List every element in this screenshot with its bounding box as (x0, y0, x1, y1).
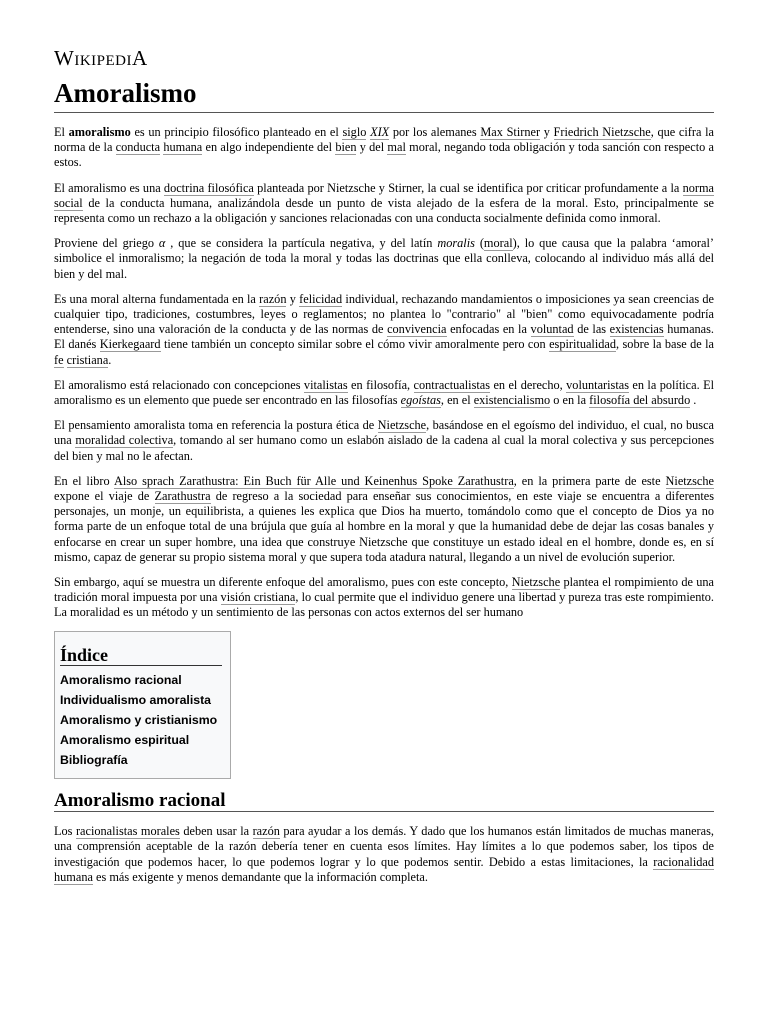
link[interactable]: Max Stirner (480, 125, 541, 139)
link[interactable]: Nietzsche (665, 473, 714, 488)
link[interactable]: norma social (54, 180, 714, 210)
link[interactable]: Kierkegaard (99, 337, 161, 352)
paragraph: Sin embargo, aquí se muestra un diferente enfoque del amoralismo, pues con este concepto, Nietzsche plantea el rompimiento de una tradición moral impuesta por una visión cristiana, lo cual permite que el individuo genere una libertad y pureza tras este rompimiento. La moralidad es un método y un sentimiento de las personas con actos externos del ser humano (54, 575, 715, 620)
link[interactable]: razón (252, 824, 280, 839)
toc-item-individualismo-amoralista[interactable]: Individualismo amoralista (60, 692, 212, 707)
link[interactable]: moralidad colectiva (75, 433, 174, 448)
link[interactable]: doctrina filosófica (163, 180, 254, 195)
table-of-contents (54, 631, 231, 779)
link[interactable]: existencialismo (473, 393, 551, 408)
link[interactable]: cristiana (66, 352, 109, 367)
toc-item-bibliografia[interactable]: Bibliografía (60, 752, 128, 767)
link[interactable]: filosofía del absurdo (589, 393, 691, 408)
logo-letters: IKIPEDI (74, 53, 132, 69)
link[interactable]: espiritualidad (549, 337, 617, 352)
toc-item-amoralismo-y-cristianismo[interactable]: Amoralismo y cristianismo (60, 712, 218, 727)
paragraph: El amoralismo es un principio filosófico planteado en el siglo XIX por los alemanes Max Stirner y Friedrich Nietzsche, que cifra la norma de la conducta humana en algo independiente del bien y del mal moral, negando toda obligación y toda sanción con respecto a estos. (54, 125, 714, 170)
link[interactable]: racionalidad humana (54, 854, 714, 884)
paragraph: En el libro Also sprach Zarathustra: Ein Buch für Alle und Keinenhus Spoke Zarathustra, en la primera parte de este Nietzsche expone el viaje de Zarathustra de regreso a la sociedad para enseñar sus conocimientos, en este viaje se encuentra a diferentes personajes, un monje, un equilibrista, a quienes les explica que Dios ha muerto, tomándolo como que el concepto de Dios ya no forma parte de un enfoque total de una brújula que guía al hombre en la moral y que la humanidad debe de dejar las cosas banales y enfocarse en crear un super hombre, una idea que construye Nietzsche que constituye un estado ideal en el hombre, donde es, en sí mismo, capaz de generar su propio sistema moral y que supera toda atadura natural, llegando a un nivel de evolución superior. (54, 473, 715, 564)
article-body (54, 125, 714, 895)
section-heading: Amoralismo racional (54, 793, 714, 812)
link[interactable]: racionalistas morales (75, 824, 180, 839)
link[interactable]: vitalistas (303, 377, 348, 392)
paragraph: Los racionalistas morales deben usar la razón para ayudar a los demás. Y dado que los humanos están limitados de muchas maneras, una comprensión aceptable de la razón debería tener en cuenta esos límites. Hay límites a lo que podemos saber, los tipos de investigación que podemos hacer, lo que podemos lograr y lo que podemos sentir. Debido a estas limitaciones, la racionalidad humana es más exigente y menos demandante que la información completa. (54, 824, 714, 884)
link[interactable]: contractualistas (413, 377, 491, 392)
paragraph: El amoralismo está relacionado con concepciones vitalistas en filosofía, contractualistas en el derecho, voluntaristas en la política. El amoralismo es un elemento que puede ser encontrado en las filosofías egoístas, en el existencialismo o en la filosofía del absurdo . (54, 377, 715, 408)
link[interactable]: fe (54, 352, 64, 367)
link[interactable]: bien (335, 140, 357, 155)
link[interactable]: Nietzsche (377, 418, 427, 433)
paragraph: Proviene del griego α , que se considera la partícula negativa, y del latín moralis (moral), lo que causa que la palabra ‘amoral’ simbolice el inmoralismo; la negación de toda la moral y todas las doctrinas que ella conlleva, colocando al individuo más allá del bien y del mal. (54, 236, 714, 281)
logo-letter: A (131, 46, 148, 70)
link[interactable]: convivencia (387, 322, 447, 337)
link[interactable]: moral (483, 236, 513, 251)
link[interactable]: existencias (609, 322, 664, 337)
paragraph: El amoralismo es una doctrina filosófica planteada por Nietzsche y Stirner, la cual se identifica por criticar profundamente a la norma social de la conducta humana, analizándola desde un punto de vista alejado de la esfera de la moral. Esto, principalmente se representa como un rechazo a la obligación y sanciones relacionadas con una conducta socialmente definida como inmoral. (54, 180, 714, 226)
toc-title: Índice (60, 648, 222, 666)
wikipedia-logo[interactable] (54, 46, 148, 71)
link[interactable]: conducta (115, 140, 161, 155)
link[interactable]: felicidad (299, 291, 343, 306)
link[interactable]: Also sprach Zarathustra: Ein Buch für Alle und Keinenhus Spoke Zarathustra (113, 473, 514, 488)
link[interactable]: razón (259, 291, 287, 306)
link[interactable]: voluntaristas (566, 377, 629, 392)
paragraph: Es una moral alterna fundamentada en la razón y felicidad individual, rechazando mandamientos o imposiciones ya sean creencias de cualquier tipo, tradiciones, costumbres, leyes o reglamentos; no plantea lo "contrario" al "bien" como equivocadamente podría entenderse, sino una valoración de la conducta y de las normas de convivencia enfocadas en la voluntad de las existencias humanas. El danés Kierkegaard tiene también un concepto similar sobre el cómo vivir amoralmente pero con espiritualidad, sobre la base de la fe cristiana. (54, 291, 715, 367)
page-title: Amoralismo (54, 76, 714, 113)
toc-item-amoralismo-espiritual[interactable]: Amoralismo espiritual (60, 732, 190, 747)
link[interactable]: mal (387, 140, 406, 155)
link[interactable]: humana (163, 140, 203, 155)
logo-letter: W (54, 46, 75, 70)
link[interactable]: voluntad (530, 322, 574, 337)
link[interactable]: siglo (342, 125, 367, 139)
link[interactable]: XIX (370, 125, 390, 139)
link[interactable]: Nietzsche (511, 575, 561, 590)
bold-term: amoralismo (68, 125, 131, 139)
toc-item-amoralismo-racional[interactable]: Amoralismo racional (60, 672, 182, 687)
link[interactable]: visión cristiana (220, 590, 296, 605)
link[interactable]: Zarathustra (154, 489, 211, 504)
link[interactable]: Friedrich Nietzsche (553, 125, 651, 139)
paragraph: El pensamiento amoralista toma en referencia la postura ética de Nietzsche, basándose en el egoísmo del individuo, el cual, no busca una moralidad colectiva, tomando al ser humano como un eslabón aislado de la cadena al cual la moral colectiva y sus percepciones del bien y mal no le afectan. (54, 418, 714, 463)
link[interactable]: egoístas (400, 393, 441, 408)
